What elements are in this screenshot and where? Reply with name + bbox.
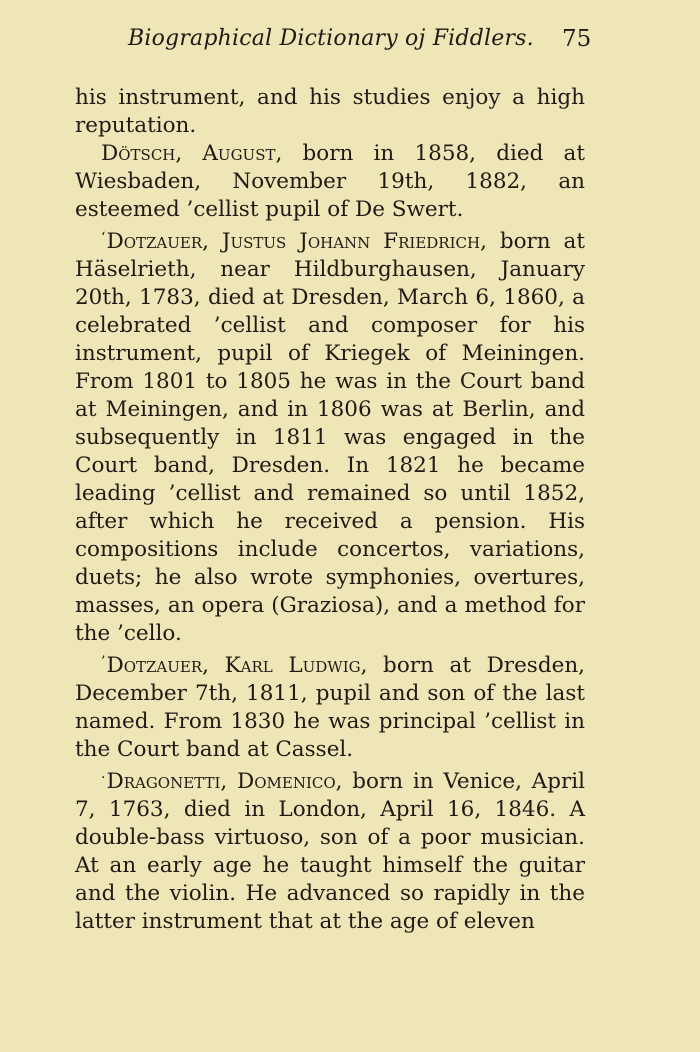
entry-name: Dragonetti, Domenico, xyxy=(106,769,343,794)
entry-name: Dötsch, August, xyxy=(101,141,283,166)
entry-dotsch-august xyxy=(75,140,585,224)
entry-dotzauer-justus xyxy=(75,224,585,648)
running-head-title: Biographical Dictionary oj Fiddlers. xyxy=(128,26,534,51)
entry-text: born in Venice, April 7, 1763, died in London, April 16, 1846. A double-bass virtuoso, son of a poor musician. At an early age he taught himself the guitar and the violin. He advanced so rapidly in the latter instrument that at the age of eleven xyxy=(75,769,585,934)
entry-name: Dotzauer, Karl Ludwig, xyxy=(106,653,368,678)
paragraph-continuation xyxy=(75,84,585,140)
paragraph-text: his instrument, and his studies enjoy a high reputation. xyxy=(75,85,585,138)
entry-dragonetti-domenico xyxy=(75,764,585,936)
body-text xyxy=(75,84,585,936)
margin-mark: ’ xyxy=(101,654,106,670)
margin-mark: · xyxy=(101,770,106,786)
entry-name: Dotzauer, Justus Johann Friedrich, xyxy=(106,229,487,254)
margin-mark: ‘ xyxy=(101,230,106,246)
entry-text: born in 1858, died at Wiesbaden, November 19th, 1882, an esteemed ’cellist pupil of De Swert. xyxy=(75,141,585,222)
page-number: 75 xyxy=(562,26,592,52)
entry-text: born at Dresden, December 7th, 1811, pupil and son of the last named. From 1830 he was principal ’cellist in the Court band at Cassel. xyxy=(75,653,586,762)
entry-dotzauer-karl xyxy=(75,648,585,764)
entry-text: born at Häselrieth, near Hildburghausen, January 20th, 1783, died at Dresden, March 6, 1860, a celebrated ’cellist and composer for his instrument, pupil of Kriegek of Meiningen. From 1801 to 1805 he was in the Court band at Meiningen, and in 1806 was at Berlin, and subsequently in 1811 was engaged in the Court band, Dresden. In 1821 he became leading ’cellist and remained so until 1852, after which he received a pension. His compositions include concertos, variations, duets; he also wrote symphonies, overtures, masses, an opera (Graziosa), and a method for the ’cello. xyxy=(75,229,585,646)
